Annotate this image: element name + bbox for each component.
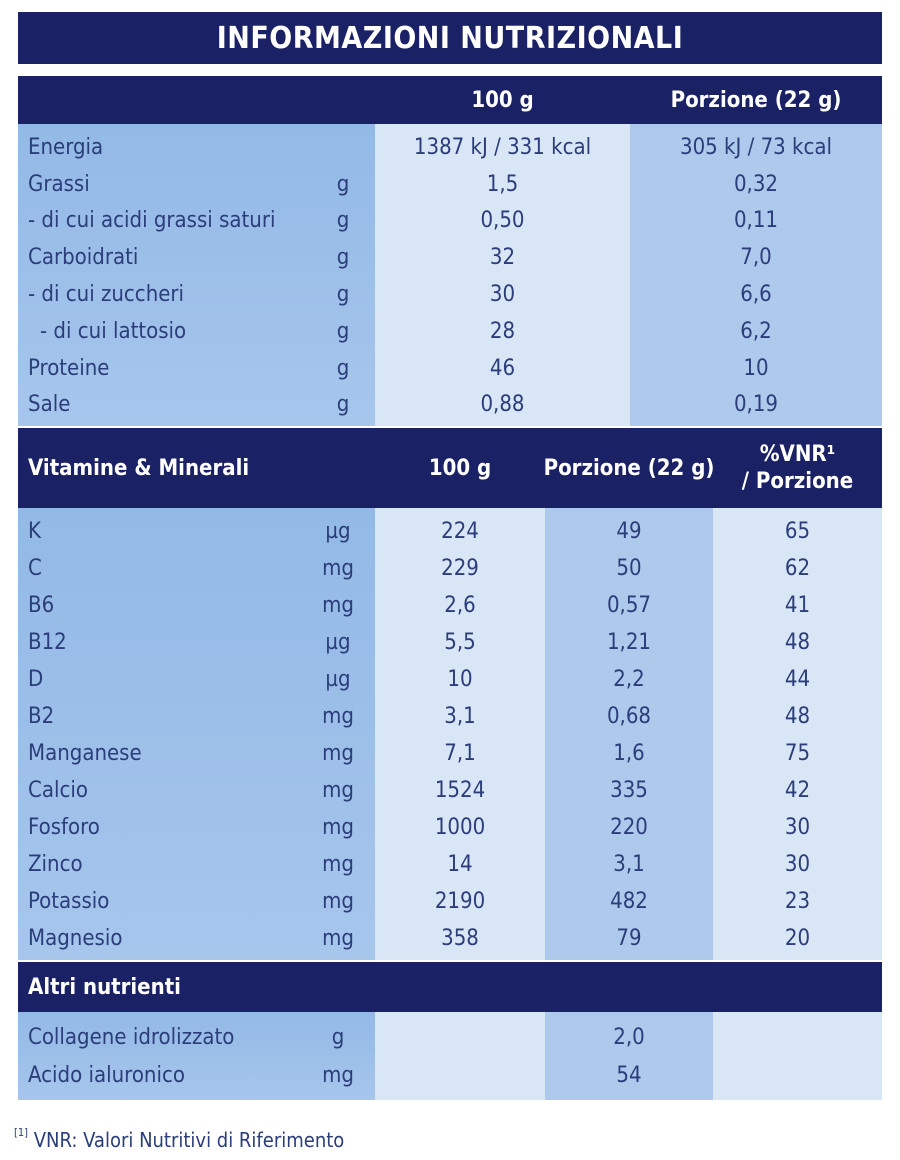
nutrient-unit: mg	[322, 704, 354, 729]
value-per-100g: 14	[447, 852, 473, 877]
nutrient-name: - di cui acidi grassi saturi	[28, 208, 276, 234]
nutrient-name: B12	[28, 630, 67, 655]
value-vnr: 30	[784, 815, 811, 840]
value-vnr: 48	[784, 630, 811, 655]
nutrient-name: Energia	[28, 134, 104, 160]
table-row	[18, 387, 882, 424]
nutrient-unit: mg	[322, 1062, 354, 1088]
header-100g: 100 g	[471, 87, 534, 113]
nutrient-unit: mg	[322, 556, 354, 581]
table-row	[18, 203, 882, 240]
nutrient-unit: g	[331, 1024, 345, 1050]
value-per-100g: 28	[489, 318, 516, 344]
table-row	[18, 513, 882, 550]
nutrient-name: Collagene idrolizzato	[28, 1024, 235, 1050]
nutrient-unit: mg	[322, 852, 354, 877]
value-per-100g: 2,6	[444, 593, 476, 618]
table-row	[18, 350, 882, 387]
footnote-marker: [1]	[14, 1126, 29, 1139]
value-per-portion: 6,6	[740, 282, 772, 308]
nutrient-unit: g	[336, 245, 350, 271]
value-per-portion: 1,6	[613, 741, 645, 766]
table-row	[18, 550, 882, 587]
nutrient-name: Proteine	[28, 355, 110, 381]
value-vnr: 44	[784, 667, 811, 692]
value-per-portion: 0,57	[606, 593, 652, 618]
value-per-100g: 1387 kJ / 331 kcal	[413, 134, 592, 160]
section1-header	[18, 76, 882, 124]
footnote	[14, 1128, 344, 1152]
value-per-portion: 0,32	[733, 171, 779, 197]
value-per-portion: 79	[616, 926, 642, 951]
header-portion: Porzione (22 g)	[670, 87, 842, 113]
value-per-portion: 482	[610, 889, 648, 914]
nutrient-name: Grassi	[28, 171, 90, 197]
nutrient-name: Carboidrati	[28, 245, 139, 271]
table-row	[18, 276, 882, 313]
value-per-portion: 0,11	[733, 208, 779, 234]
value-per-100g: 1,5	[486, 171, 519, 197]
value-per-portion: 220	[610, 815, 648, 840]
table-row	[18, 239, 882, 276]
table-row	[18, 883, 882, 920]
value-vnr: 65	[784, 519, 811, 544]
header-vnr	[713, 428, 882, 508]
nutrient-name: D	[28, 667, 44, 692]
table-row	[18, 809, 882, 846]
table-title: INFORMAZIONI NUTRIZIONALI	[18, 12, 882, 64]
nutrient-name: Manganese	[28, 741, 142, 766]
nutrient-unit: g	[336, 208, 350, 234]
header-portion: Porzione (22 g)	[543, 455, 715, 481]
table-row	[18, 735, 882, 772]
nutrient-name: B6	[28, 593, 55, 618]
value-per-100g: 1524	[434, 778, 486, 803]
value-per-portion: 50	[616, 556, 642, 581]
value-per-100g: 2190	[434, 889, 486, 914]
value-vnr: 41	[784, 593, 811, 618]
value-per-100g: 30	[489, 282, 516, 308]
value-per-portion: 305 kJ / 73 kcal	[679, 134, 833, 160]
table-row	[18, 166, 882, 203]
nutrient-unit: µg	[325, 630, 351, 655]
table-row	[18, 587, 882, 624]
value-vnr: 62	[784, 556, 811, 581]
nutrient-unit: g	[336, 392, 350, 418]
table-row	[18, 1056, 882, 1094]
value-per-portion: 2,0	[613, 1024, 645, 1050]
nutrient-name: K	[28, 519, 41, 544]
nutrient-unit: g	[336, 282, 350, 308]
nutrient-name: Fosforo	[28, 815, 100, 840]
nutrient-unit	[318, 129, 368, 166]
value-per-100g: 1000	[434, 815, 486, 840]
nutrient-unit: µg	[325, 667, 351, 692]
nutrient-unit: g	[336, 171, 350, 197]
value-per-100g: 358	[441, 926, 479, 951]
value-vnr: 75	[784, 741, 811, 766]
value-vnr: 23	[784, 889, 811, 914]
nutrient-name: Potassio	[28, 889, 110, 914]
value-per-portion: 54	[616, 1062, 642, 1088]
table-row	[18, 846, 882, 883]
nutrient-unit: mg	[322, 593, 354, 618]
value-per-100g: 46	[489, 355, 516, 381]
nutrient-name: Zinco	[28, 852, 83, 877]
value-per-100g: 3,1	[444, 704, 476, 729]
nutrient-unit: µg	[325, 519, 351, 544]
footnote-text: VNR: Valori Nutritivi di Riferimento	[33, 1128, 345, 1152]
value-vnr: 20	[784, 926, 811, 951]
nutrient-unit: mg	[322, 815, 354, 840]
section2-title: Vitamine & Minerali	[28, 455, 250, 481]
header-100g: 100 g	[428, 455, 492, 481]
table-row	[18, 313, 882, 350]
value-per-100g: 5,5	[444, 630, 476, 655]
nutrient-unit: g	[336, 318, 350, 344]
value-per-100g: 10	[447, 667, 473, 692]
value-vnr: 42	[784, 778, 811, 803]
section2-header	[18, 428, 882, 508]
nutrient-unit: mg	[322, 926, 354, 951]
value-per-portion: 1,21	[606, 630, 652, 655]
value-per-portion: 3,1	[613, 852, 645, 877]
nutrient-name: Acido ialuronico	[28, 1062, 185, 1088]
nutrient-unit: mg	[322, 889, 354, 914]
section3-title: Altri nutrienti	[28, 974, 181, 1000]
value-per-portion: 0,19	[733, 392, 779, 418]
table-row	[18, 1018, 882, 1056]
section3-header	[18, 962, 882, 1012]
nutrient-name: - di cui zuccheri	[28, 282, 185, 308]
value-per-portion: 6,2	[740, 318, 772, 344]
nutrient-unit: g	[336, 355, 350, 381]
header-vnr-line1: %VNR¹	[759, 441, 836, 467]
value-per-portion: 0,68	[606, 704, 652, 729]
nutrient-name: - di cui lattosio	[40, 318, 187, 344]
nutrient-name: Calcio	[28, 778, 88, 803]
nutrient-name: B2	[28, 704, 55, 729]
value-per-100g: 0,88	[480, 392, 525, 418]
table-row	[18, 624, 882, 661]
value-per-portion: 49	[616, 519, 642, 544]
table-row	[18, 661, 882, 698]
table-row	[18, 920, 882, 957]
value-per-100g: 32	[489, 245, 516, 271]
value-vnr: 48	[784, 704, 811, 729]
nutrient-name: C	[28, 556, 42, 581]
nutrient-unit: mg	[322, 778, 354, 803]
nutrient-name: Sale	[28, 392, 71, 418]
value-per-portion: 2,2	[613, 667, 645, 692]
table-row	[18, 129, 882, 166]
nutrient-name: Magnesio	[28, 926, 123, 951]
value-per-portion: 7,0	[740, 245, 772, 271]
value-per-portion: 10	[743, 355, 769, 381]
value-vnr: 30	[784, 852, 811, 877]
value-per-portion: 335	[610, 778, 648, 803]
header-vnr-line2: / Porzione	[741, 469, 854, 494]
value-per-100g: 7,1	[444, 741, 476, 766]
value-per-100g: 229	[441, 556, 479, 581]
nutrient-unit: mg	[322, 741, 354, 766]
value-per-100g: 224	[441, 519, 479, 544]
table-row	[18, 772, 882, 809]
table-row	[18, 698, 882, 735]
value-per-100g: 0,50	[480, 208, 525, 234]
